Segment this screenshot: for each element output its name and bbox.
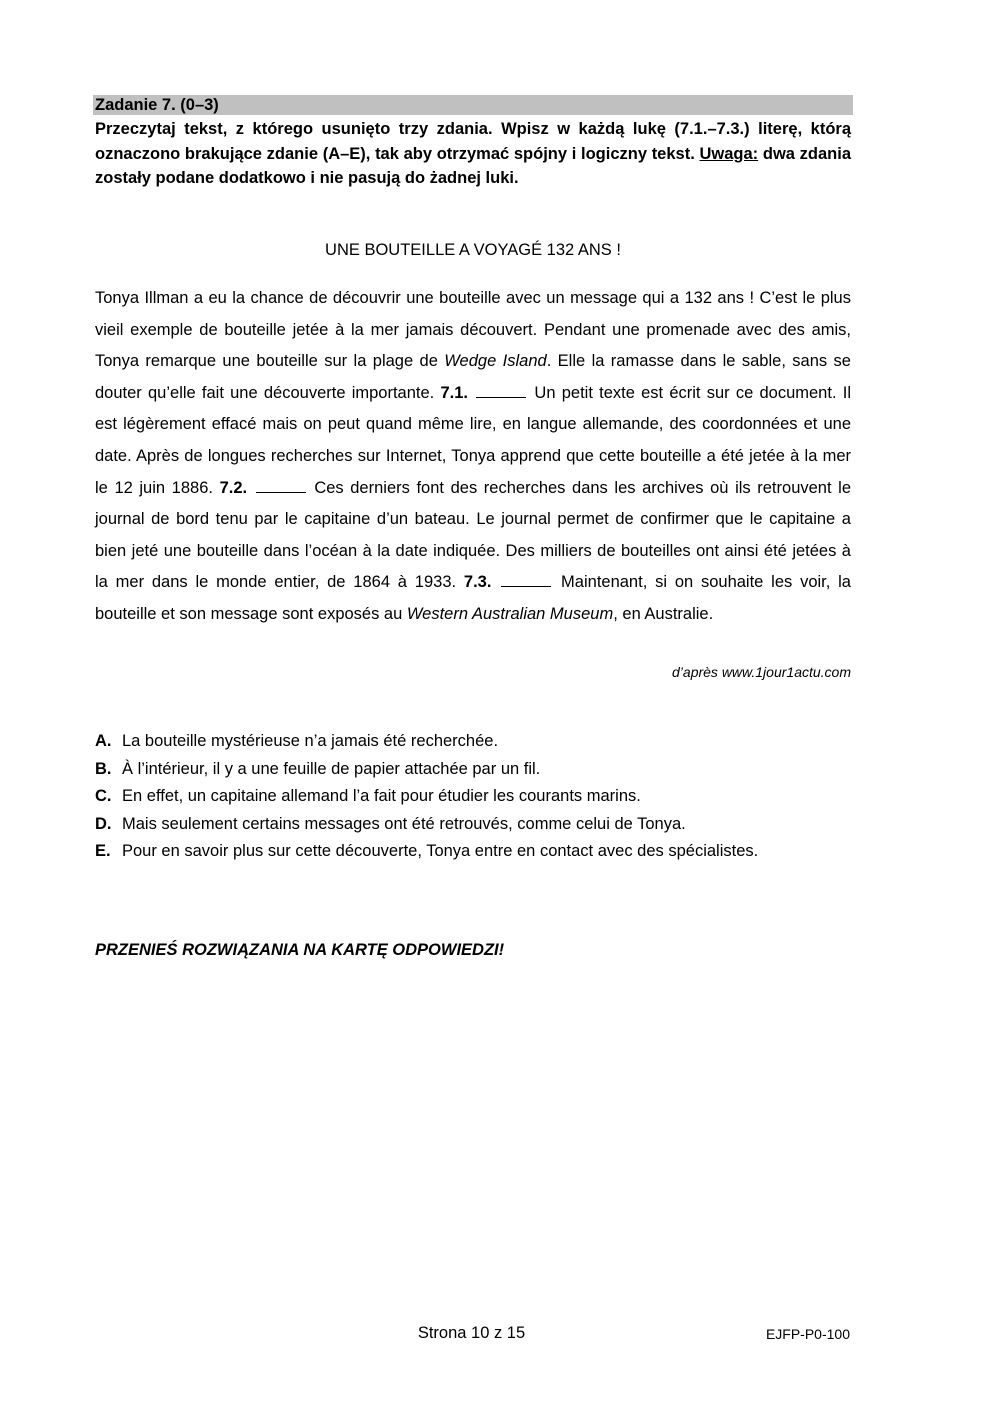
passage-part-4-end: , en Australie. [613,604,714,623]
article-title: UNE BOUTEILLE A VOYAGÉ 132 ANS ! [325,241,621,259]
option-e [95,839,855,867]
option-text: Mais seulement certains messages ont été retrouvés, comme celui de Tonya. [122,814,686,833]
note-label: Uwaga: [699,144,759,163]
option-letter: E. [95,842,111,860]
gap-7-1-blank[interactable] [476,383,526,398]
passage-part-2: Un petit texte est écrit sur ce document. Il est légèrement effacé mais on peut quand même lire, en langue allemande, des coordonnées et une date. Après de longues recherches sur Internet, Tonya apprend que cette bouteille a été jetée à la mer le 12 juin 1886. [95,383,851,497]
note-text: dwa zdania zostały podane dodatkowo i nie pasują do żadnej luki. [95,144,851,187]
option-text: Pour en savoir plus sur cette découverte, Tonya entre en contact avec des spécialistes. [122,842,759,860]
gap-7-3-blank[interactable] [501,572,551,587]
passage-part-3: Ces derniers font des recherches dans les archives où ils retrouvent le journal de bord tenu par le capitaine d’un bateau. Le journal permet de confirmer que le capitaine a bien jeté une bouteille dans l’océan à la date indiquée. Des milliers de bouteilles ont ainsi été jetées à la mer dans le monde entier, de 1864 à 1933. [95,478,851,592]
transfer-answers-note: PRZENIEŚ ROZWIĄZANIA NA KARTĘ ODPOWIEDZI! [95,941,505,959]
option-d [95,812,855,840]
page-number: Strona 10 z 15 [417,1324,526,1342]
task-header: Zadanie 7. (0–3) [93,95,853,115]
option-b [95,757,855,785]
task-instruction [95,117,851,191]
option-c [95,784,855,812]
answer-options [95,729,855,867]
article-passage [95,283,851,631]
option-text: À l’intérieur, il y a une feuille de papier attachée par un fil. [122,759,541,778]
article-source: d’après www.1jour1actu.com [672,664,851,680]
option-letter: A. [95,732,112,750]
instruction-main: Przeczytaj tekst, z którego usunięto trzy zdania. Wpisz w każdą lukę (7.1.–7.3.) literę, którą oznaczono brakujące zdanie (A–E), tak aby otrzymać spójny i logiczny tekst. [95,120,851,163]
passage-italic-museum: Western Australian Museum [406,604,614,623]
option-letter: C. [95,787,112,805]
option-text: En effet, un capitaine allemand l’a fait pour étudier les courants marins. [122,787,641,805]
document-code: EJFP-P0-100 [765,1326,850,1342]
gap-label-7-1: 7.1. [440,383,468,402]
gap-label-7-2: 7.2. [219,478,248,497]
gap-7-2-blank[interactable] [256,478,306,493]
gap-label-7-3: 7.3. [463,573,492,592]
passage-part-4: Maintenant, si on souhaite les voir, la bouteille et son message sont exposés au [95,573,851,623]
passage-italic-wedge-island: Wedge Island [444,352,547,371]
passage-part-1: Tonya Illman a eu la chance de découvrir une bouteille avec un message qui a 132 ans ! C’est le plus vieil exemple de bouteille jetée à la mer jamais découvert. Pendant une promenade avec des amis, Tonya remarque une bouteille sur la plage de [95,289,851,371]
passage-part-1-end: . Elle la ramasse dans le sable, sans se douter qu’elle fait une découverte importante. [95,352,851,402]
option-text: La bouteille mystérieuse n’a jamais été recherchée. [122,732,499,750]
option-letter: B. [95,759,112,778]
option-a [95,729,855,757]
option-letter: D. [95,814,112,833]
